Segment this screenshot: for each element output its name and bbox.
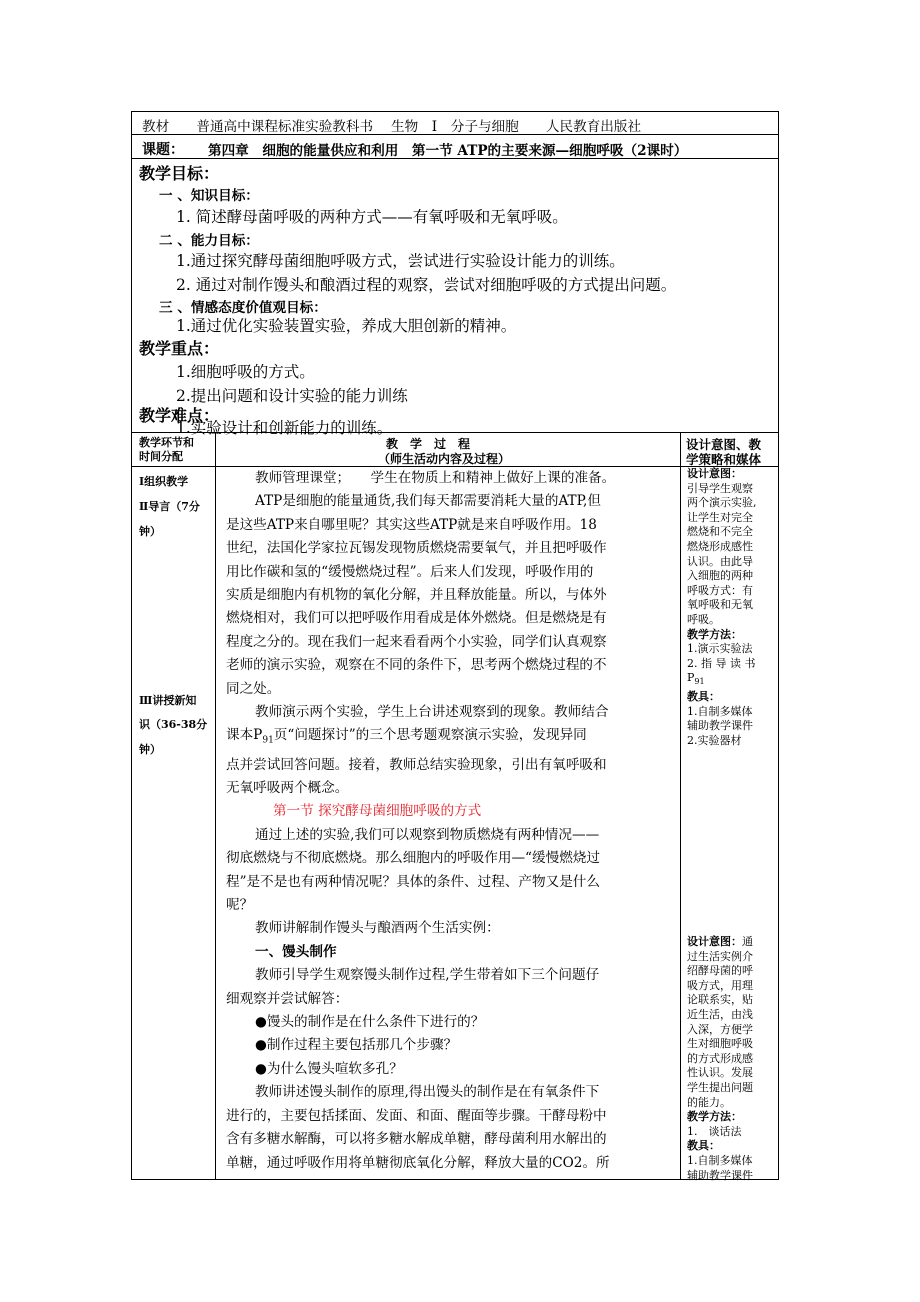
intent-2-first: 通 <box>742 935 753 948</box>
intent-2-line: 性认识。发展 <box>687 1066 753 1080</box>
stage-new-3: 钟） <box>139 743 161 756</box>
intent-1-line: 让学生对完全 <box>687 510 753 524</box>
intent-1-line: 入细胞的两种 <box>687 569 753 583</box>
col1-header-line2: 时间分配 <box>139 450 183 463</box>
tools-2-item: 辅助教学课件 <box>687 1168 753 1182</box>
page-ref-number: 91 <box>262 736 274 747</box>
method-2-item: 1. 谈话法 <box>687 1124 742 1138</box>
intent-2-line: 绍酵母菌的呼 <box>687 964 753 978</box>
design-notes-1 <box>687 467 777 748</box>
course-row <box>132 135 778 159</box>
stage-organize: Ⅰ组织教学 <box>139 475 189 488</box>
stage-new-2: 识（36-38分 <box>139 718 208 731</box>
process-line <box>226 724 678 753</box>
intent-2-line: 论联系实，贴 <box>687 993 753 1007</box>
process-line: 同之处。 <box>226 680 281 697</box>
intent-2-line: 吸方式，用理 <box>687 978 753 992</box>
process-line: 教师讲解制作馒头与酿酒两个生活实例： <box>255 920 500 937</box>
process-line: 呢？ <box>226 897 254 914</box>
knowledge-heading: 一 、知识目标： <box>159 188 259 204</box>
intent-1-line: 引导学生观察 <box>687 481 753 495</box>
question-2: ●制作过程主要包括那几个步骤？ <box>255 1037 458 1054</box>
tools-2-item: 1.自制多媒体 <box>687 1153 753 1167</box>
objectives-row <box>132 159 778 437</box>
process-body-row <box>132 467 778 1182</box>
intent-1-label: 设计意图： <box>687 467 742 480</box>
process-line: ATP是细胞的能量通货,我们每天都需要消耗大量的ATP,但 <box>255 493 601 510</box>
tools-1-item: 2.实验器材 <box>687 733 742 747</box>
emotion-heading: 三 、情感态度价值观目标： <box>159 300 327 316</box>
process-line: 点并尝试回答问题。接着，教师总结实验现象，引出有氧呼吸和 <box>226 756 607 773</box>
method-1-label: 教学方法： <box>687 627 742 641</box>
intent-2-line: 生对细胞呼吸 <box>687 1037 753 1051</box>
process-line: 无氧呼吸两个概念。 <box>226 780 349 796</box>
col3-header-line1: 设计意图、教 <box>686 437 762 452</box>
ability-goal-1: 1.通过探究酵母菌细胞呼吸方式，尝试进行实验设计能力的训练。 <box>176 252 625 270</box>
method-1-page-number: 91 <box>694 677 705 687</box>
question-1: ●馒头的制作是在什么条件下进行的？ <box>255 1014 485 1031</box>
intent-1-line: 燃烧和不完全 <box>687 525 753 539</box>
process-content <box>226 467 678 1175</box>
intent-2-line: 学生提出问题 <box>687 1080 753 1094</box>
process-line: 程”是不是也有两种情况呢？具体的条件、过程、产物又是什么 <box>226 873 600 890</box>
stage-new-1: Ⅲ讲授新知 <box>139 694 197 707</box>
course-title: 第四章 细胞的能量供应和利用 第一节 ATP的主要来源—细胞呼吸（2课时） <box>208 143 688 159</box>
page-ref-rest: 页“问题探讨”的三个思考题观察演示实验，发现异同 <box>273 727 587 744</box>
col2-header-line2: （师生活动内容及过程） <box>378 452 511 466</box>
method-1-item: 1.演示实验法 <box>687 642 753 656</box>
intent-2-line: 过生活实例介 <box>687 949 753 963</box>
difficulty-1: 1.实验设计和创新能力的训练。 <box>176 419 393 437</box>
process-line: 世纪，法国化学家拉瓦锡发现物质燃烧需要氧气，并且把呼吸作 <box>226 540 607 557</box>
ability-heading: 二 、能力目标： <box>159 233 259 249</box>
process-line: 通过上述的实验,我们可以观察到物质燃烧有两种情况—— <box>255 826 600 843</box>
difficulty-heading: 教学难点： <box>139 406 220 425</box>
intent-1-line: 呼吸方式：有 <box>687 583 753 597</box>
process-line: 教师管理课堂； 学生在物质上和精神上做好上课的准备。 <box>255 470 616 486</box>
textbook-info: 教材 普通高中课程标准实验教科书 生物 Ⅰ 分子与细胞 人民教育出版社 <box>142 119 642 135</box>
tools-1-label: 教具： <box>687 690 720 704</box>
intent-2-line: 近生活，由浅 <box>687 1007 753 1021</box>
process-line: 程度之分的。现在我们一起来看看两个小实验，同学们认真观察 <box>226 633 607 650</box>
objectives-heading: 教学目标： <box>139 164 220 183</box>
tools-1-item: 辅助教学课件 <box>687 719 753 733</box>
stage-intro: Ⅱ导言（7分 <box>139 500 200 513</box>
process-line: 细观察并尝试解答： <box>226 990 349 1007</box>
intent-1-line: 两个演示实验, <box>687 496 757 510</box>
process-line: 教师引导学生观察馒头制作过程,学生带着如下三个问题仔 <box>255 967 600 984</box>
course-label: 课题： <box>142 142 184 158</box>
process-line: 教师演示两个实验，学生上台讲述观察到的现象。教师结合 <box>255 704 609 721</box>
process-line: 含有多糖水解酶，可以将多糖水解成单糖，酵母菌利用水解出的 <box>226 1131 607 1148</box>
method-2-label: 教学方法： <box>687 1110 742 1124</box>
intent-2-line: 的能力。 <box>687 1095 731 1109</box>
process-line: 实质是细胞内有机物的氧化分解，并且释放能量。所以，与体外 <box>226 587 607 604</box>
intent-1-line: 燃烧形成感性 <box>687 539 753 553</box>
intent-2-line: 的方式形成感 <box>687 1051 753 1065</box>
textbook-row <box>132 112 778 135</box>
intent-1-line: 氧呼吸和无氧 <box>687 598 753 612</box>
process-header-row <box>132 433 778 467</box>
intent-1-line: 认识。由此导 <box>687 554 753 568</box>
process-line: 彻底燃烧与不彻底燃烧。那么细胞内的呼吸作用—“缓慢燃烧过 <box>226 850 600 867</box>
question-3: ●为什么馒头喧软多孔？ <box>255 1060 403 1077</box>
process-line: 教师讲述馒头制作的原理,得出馒头的制作是在有氧条件下 <box>255 1084 600 1101</box>
emotion-goal-1: 1.通过优化实验装置实验，养成大胆创新的精神。 <box>176 317 517 335</box>
section-title: 第一节 探究酵母菌细胞呼吸的方式 <box>273 803 482 820</box>
design-notes-2 <box>687 935 777 1183</box>
col3-header-line2: 学策略和媒体 <box>686 452 762 467</box>
key-point-1: 1.细胞呼吸的方式。 <box>176 363 315 381</box>
tools-2-label: 教具： <box>687 1139 720 1153</box>
tools-1-item: 1.自制多媒体 <box>687 704 753 718</box>
intent-2-line: 入深，方便学 <box>687 1022 753 1036</box>
key-points-heading: 教学重点： <box>139 339 220 358</box>
subsection-title: 一、馒头制作 <box>255 943 337 960</box>
process-line: 是这些ATP来自哪里呢？其实这些ATP就是来自呼吸作用。18 <box>226 516 597 533</box>
page-ref-prefix: 课本P <box>226 727 263 744</box>
process-line: 老师的演示实验，观察在不同的条件下，思考两个燃烧过程的不 <box>226 657 607 674</box>
method-1-page-letter: P <box>687 671 695 685</box>
process-line: 燃烧相对，我们可以把呼吸作用看成是体外燃烧。但是燃烧是有 <box>226 610 607 627</box>
col2-header-line1: 教 学 过 程 <box>386 437 471 451</box>
col1-header-line1: 教学环节和 <box>139 436 194 449</box>
process-line: 用比作碳和氢的“缓慢燃烧过程”。后来人们发现，呼吸作用的 <box>226 563 594 580</box>
knowledge-goal-1: 1. 简述酵母菌呼吸的两种方式——有氧呼吸和无氧呼吸。 <box>176 208 568 226</box>
process-line: 单糖，通过呼吸作用将单糖彻底氧化分解，释放大量的CO2。所 <box>226 1154 610 1171</box>
method-1-item: 2. 指 导 读 书 <box>687 656 756 670</box>
ability-goal-2: 2. 通过对制作馒头和酿酒过程的观察，尝试对细胞呼吸的方式提出问题。 <box>176 276 677 294</box>
intent-2-label: 设计意图： <box>687 935 742 948</box>
key-point-2: 2.提出问题和设计实验的能力训练 <box>176 387 408 405</box>
intent-1-line: 呼吸。 <box>687 612 720 626</box>
lesson-plan-table <box>131 111 779 1180</box>
stage-intro-time: 钟） <box>139 525 161 538</box>
process-line: 进行的，主要包括揉面、发面、和面、醒面等步骤。干酵母粉中 <box>226 1107 607 1124</box>
method-1-page <box>687 671 777 690</box>
